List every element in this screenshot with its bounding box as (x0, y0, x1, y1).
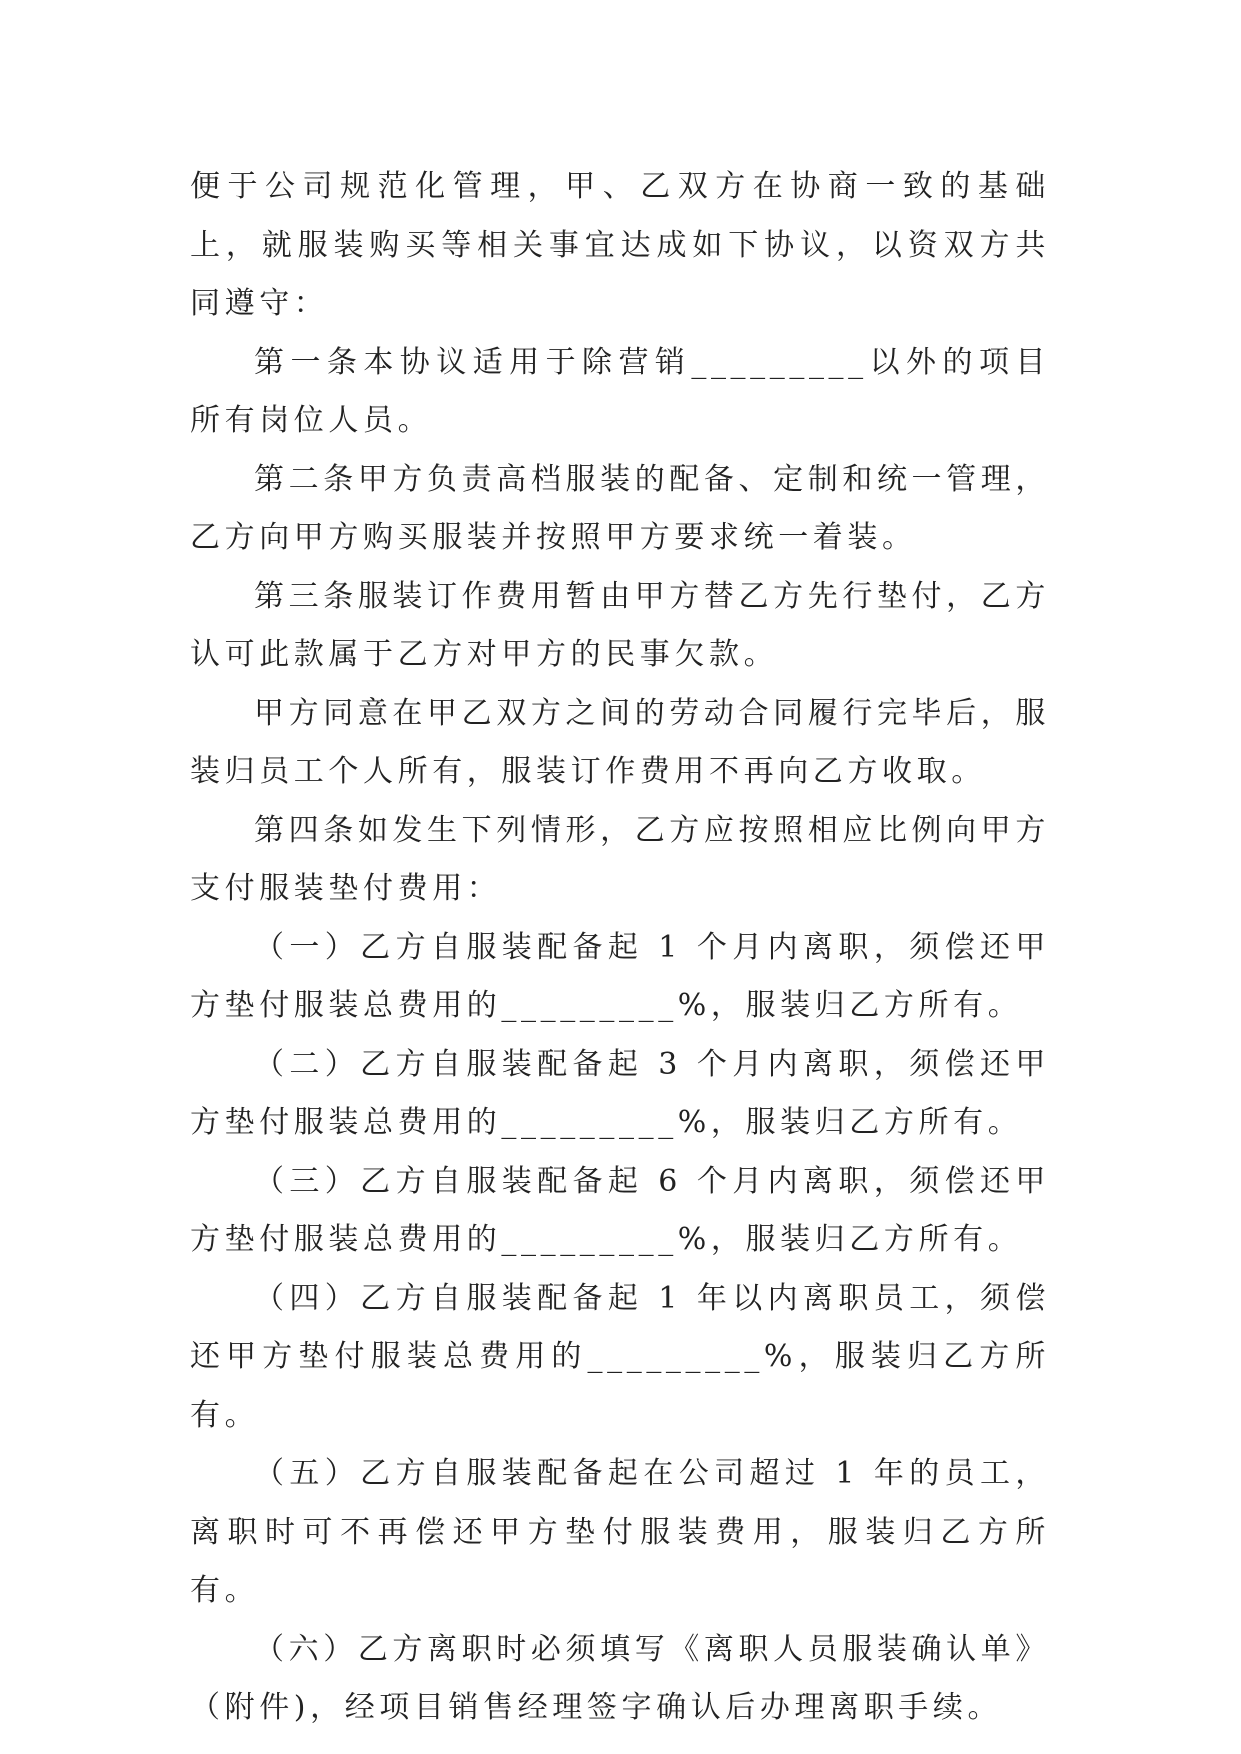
paragraph-article-3-supplement: 甲方同意在甲乙双方之间的劳动合同履行完毕后，服装归员工个人所有，服装订作费用不再向乙方收取。 (190, 695, 1050, 789)
paragraph-item-3: （三）乙方自服装配备起 6 个月内离职，须偿还甲方垫付服装总费用的_________%，服装归乙方所有。 (190, 1163, 1050, 1257)
paragraph-article-3: 第三条服装订作费用暂由甲方替乙方先行垫付，乙方认可此款属于乙方对甲方的民事欠款。 (190, 578, 1050, 672)
paragraph-article-4: 第四条如发生下列情形，乙方应按照相应比例向甲方支付服装垫付费用： (190, 812, 1050, 906)
document-body (190, 158, 1050, 1738)
paragraph-item-5: （五）乙方自服装配备起在公司超过 1 年的员工，离职时可不再偿还甲方垫付服装费用，服装归乙方所有。 (190, 1456, 1050, 1608)
paragraph-article-2: 第二条甲方负责高档服装的配备、定制和统一管理，乙方向甲方购买服装并按照甲方要求统一着装。 (190, 461, 1050, 555)
paragraph-item-6: （六）乙方离职时必须填写《离职人员服装确认单》（附件)，经项目销售经理签字确认后办理离职手续。 (190, 1631, 1050, 1725)
paragraph-item-2: （二）乙方自服装配备起 3 个月内离职，须偿还甲方垫付服装总费用的_________%，服装归乙方所有。 (190, 1046, 1050, 1140)
paragraph-item-4: （四）乙方自服装配备起 1 年以内离职员工，须偿还甲方垫付服装总费用的_________%，服装归乙方所有。 (190, 1280, 1050, 1433)
paragraph-item-1: （一）乙方自服装配备起 1 个月内离职，须偿还甲方垫付服装总费用的_________%，服装归乙方所有。 (190, 929, 1050, 1023)
paragraph-article-1: 第一条本协议适用于除营销_________以外的项目所有岗位人员。 (190, 344, 1050, 438)
paragraph-intro: 便于公司规范化管理，甲、乙双方在协商一致的基础上，就服装购买等相关事宜达成如下协议，以资双方共同遵守： (190, 169, 1050, 321)
